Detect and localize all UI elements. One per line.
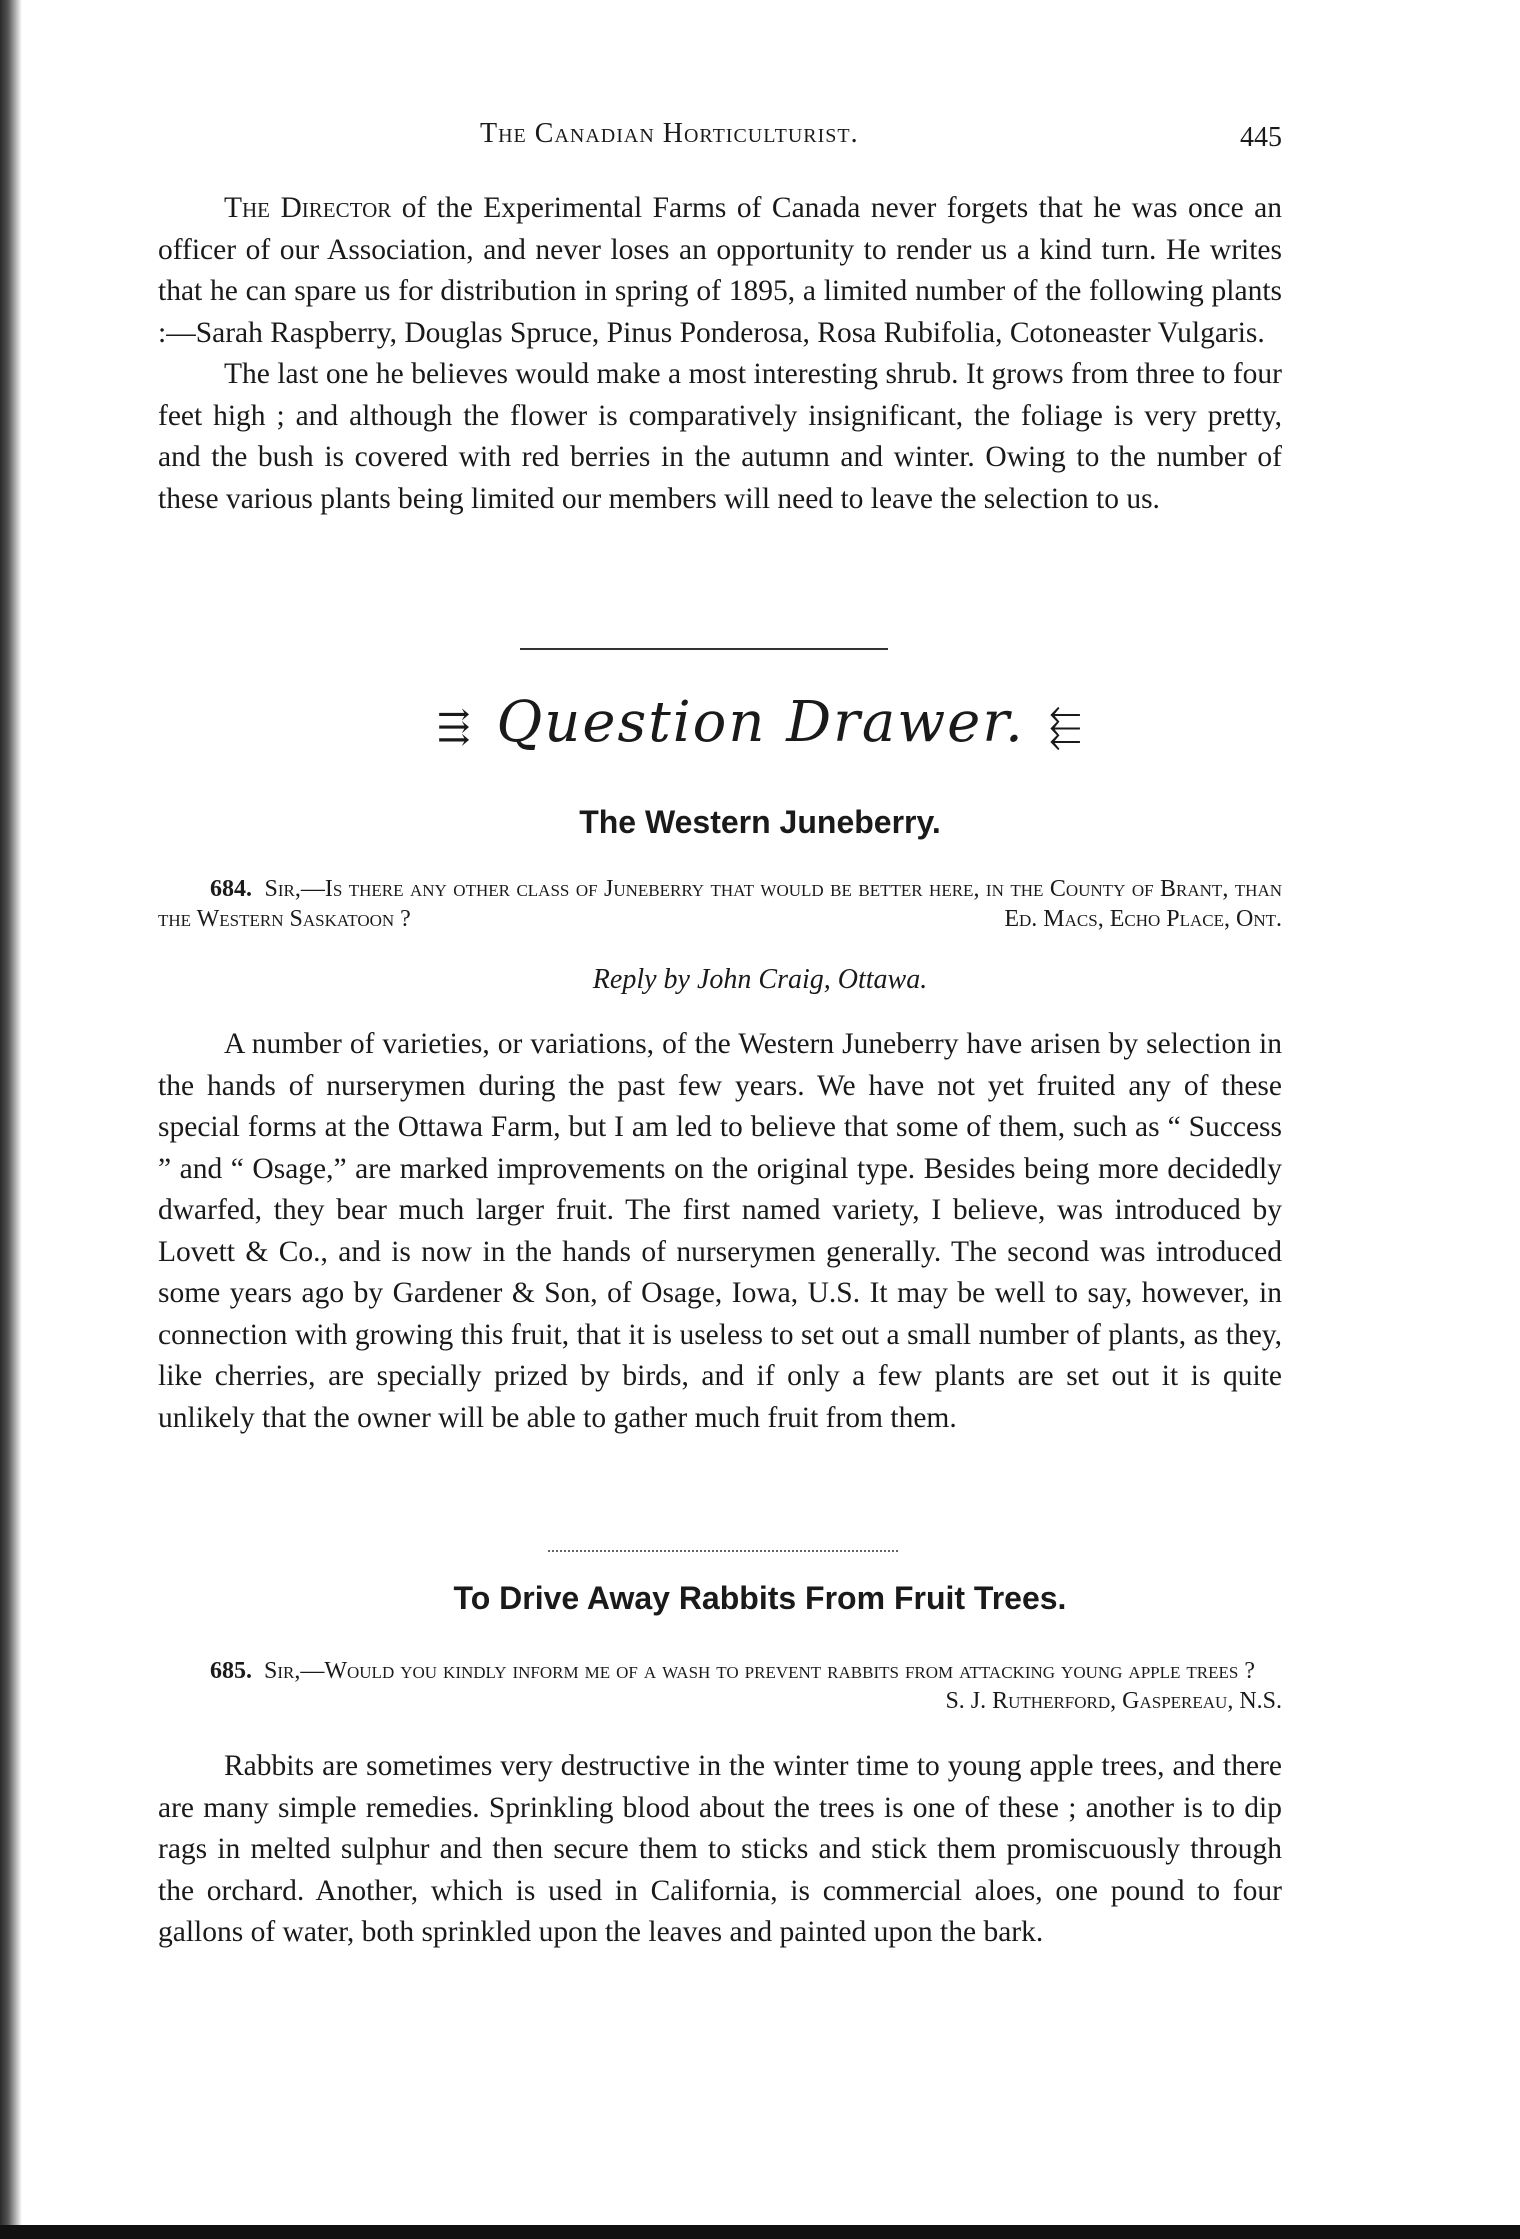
intro-section	[158, 188, 1282, 520]
answer-685	[158, 1746, 1282, 1954]
page-spine-shadow	[0, 0, 22, 2239]
query-685	[158, 1656, 1282, 1716]
intro-lead: The Director	[224, 192, 392, 224]
section-title-text: Question Drawer.	[496, 690, 1025, 755]
query-signature: Ed. Macs, Echo Place, Ont.	[1004, 906, 1282, 932]
page-header	[160, 118, 1282, 158]
page-bottom-edge	[0, 2225, 1520, 2239]
running-title: The Canadian Horticulturist.	[480, 118, 859, 149]
article-divider	[548, 1550, 898, 1552]
query-text: Sir,—Is there any other class of Juneberry that would be better here, in the County of Brant, than the Western Saskatoon ?	[158, 876, 1283, 932]
answer-paragraph: A number of varieties, or variations, of the Western Juneberry have arisen by selection in the hands of nurserymen during the past few years. We have not yet fruited any of these special forms at the Ottawa Farm, but I am led to believe that some of them, such as “ Success ” and “ Osage,” are marked improvements on the original type. Besides being more decidedly dwarfed, they bear much larger fruit. The first named variety, I believe, was introduced by Lovett & Co., and is now in the hands of nurserymen generally. The second was introduced some years ago by Gardener & Son, of Osage, Iowa, U.S. It may be well to say, however, in connection with growing this fruit, that it is useless to set out a small number of plants, as they, like cherries, are specially prized by birds, and if only a few plants are set out it is quite unlikely that the owner will be able to gather much fruit from them.	[158, 1028, 1282, 1434]
left-arrow-ornament-icon: ⇶	[436, 703, 473, 750]
query-684	[158, 874, 1282, 934]
section-title	[0, 690, 1520, 755]
article-heading-juneberry: The Western Juneberry.	[579, 804, 941, 840]
answer-684	[158, 1024, 1282, 1439]
right-arrow-ornament-icon: ⬱	[1048, 703, 1084, 750]
intro-paragraph-1	[158, 188, 1282, 354]
query-signature: S. J. Rutherford, Gaspereau, N.S.	[945, 1688, 1282, 1714]
reply-byline: Reply by John Craig, Ottawa.	[592, 964, 928, 995]
answer-paragraph: Rabbits are sometimes very destructive in the winter time to young apple trees, and there are many simple remedies. Sprinkling blood about the trees is one of these ; another is to dip rags in melted sulphur and then secure them to sticks and stick them promiscuously through the orchard. Another, which is used in California, is commercial aloes, one pound to four gallons of water, both sprinkled upon the leaves and painted upon the bark.	[158, 1750, 1282, 1948]
article-heading-rabbits: To Drive Away Rabbits From Fruit Trees.	[453, 1580, 1067, 1616]
query-text: Sir,—Would you kindly inform me of a wash to prevent rabbits from attacking young apple trees ?	[264, 1658, 1255, 1684]
intro-text-1: of the Experimental Farms of Canada never forgets that he was once an officer of our Association, and never loses an opportunity to render us a kind turn. He writes that he can spare us for distribution in spring of 1895, a limited number of the following plants :—Sarah Raspberry, Douglas Spruce, Pinus Ponderosa, Rosa Rubifolia, Cotoneaster Vulgaris.	[158, 192, 1283, 349]
query-number: 685.	[210, 1658, 252, 1684]
page-number: 445	[1240, 122, 1282, 153]
section-divider	[520, 648, 888, 650]
query-number: 684.	[210, 876, 252, 902]
intro-paragraph-2: The last one he believes would make a most interesting shrub. It grows from three to four feet high ; and although the flower is comparatively insignificant, the foliage is very pretty, and the bush is covered with red berries in the autumn and winter. Owing to the number of these various plants being limited our members will need to leave the selection to us.	[158, 358, 1282, 515]
